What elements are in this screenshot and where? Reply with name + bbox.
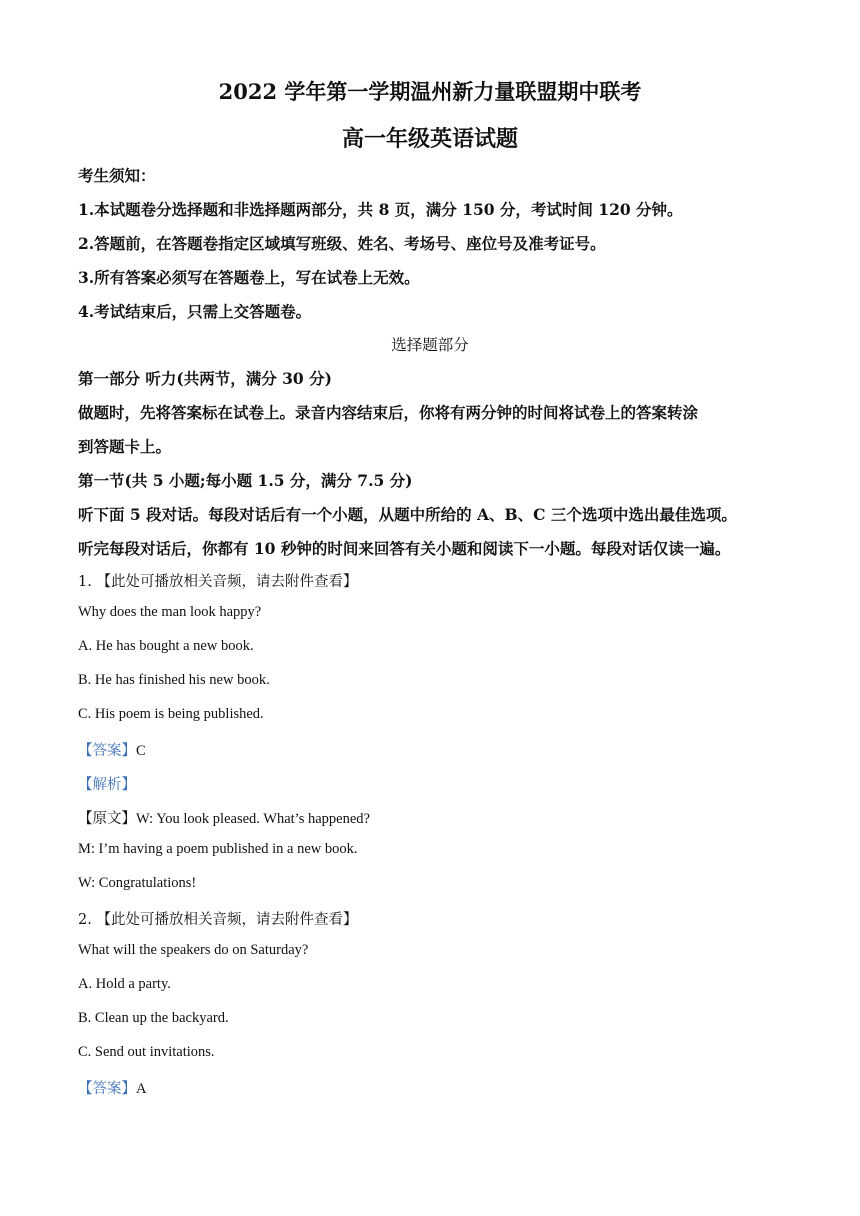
sub-instruction-line2: 听完每段对话后，你都有 10 秒钟的时间来回答有关小题和阅读下一小题。每段对话仅读一遍。 (78, 539, 731, 558)
notice-item-4: 4.考试结束后，只需上交答题卷。 (78, 302, 312, 321)
answer-tag: 【答案】 (78, 743, 136, 759)
part1-instruction-line1: 做题时，先将答案标在试卷上。录音内容结束后，你将有两分钟的时间将试卷上的答案转涂 (78, 403, 699, 422)
option-c: C. His poem is being published. (78, 706, 264, 722)
question-2-text: What will the speakers do on Saturday? (78, 942, 309, 958)
sub-instruction-line1: 听下面 5 段对话。每段对话后有一个小题，从题中所给的 A、B、C 三个选项中选出最佳选项。 (78, 505, 737, 524)
notice-heading: 考生须知： (78, 166, 156, 185)
notice-item-1: 1.本试题卷分选择题和非选择题两部分，共 8 页，满分 150 分，考试时间 120 分钟。 (78, 200, 683, 219)
audio-note: 【此处可播放相关音频，请去附件查看】 (96, 574, 358, 590)
transcript-line-3: W: Congratulations! (78, 875, 197, 891)
answer-value: C (136, 743, 146, 759)
section-title: 选择题部分 (391, 336, 469, 354)
audio-note: 【此处可播放相关音频，请去附件查看】 (96, 912, 358, 928)
notice-item-3: 3.所有答案必须写在答题卷上，写在试卷上无效。 (78, 268, 420, 287)
option-a: A. He has bought a new book. (78, 638, 254, 654)
option-a: A. Hold a party. (78, 976, 171, 992)
transcript-text: W: You look pleased. What’s happened? (136, 811, 370, 827)
answer-line-2 (78, 1077, 146, 1098)
answer-value: A (136, 1081, 147, 1097)
exam-subtitle: 高一年级英语试题 (341, 126, 518, 152)
question-number: 1. (78, 574, 92, 590)
exam-title: 2022 学年第一学期温州新力量联盟期中联考 (218, 79, 642, 104)
part1-instruction-line2: 到答题卡上。 (78, 437, 172, 456)
transcript-line-2: M: I’m having a poem published in a new book. (78, 841, 358, 857)
subsection-heading: 第一节(共 5 小题;每小题 1.5 分，满分 7.5 分) (78, 471, 413, 490)
answer-tag: 【答案】 (78, 1081, 136, 1097)
question-number: 2. (78, 912, 92, 928)
option-b: B. He has finished his new book. (78, 672, 270, 688)
option-c: C. Send out invitations. (78, 1044, 215, 1060)
notice-item-2: 2.答题前，在答题卷指定区域填写班级、姓名、考场号、座位号及准考证号。 (78, 234, 606, 253)
question-1-header (78, 570, 357, 591)
option-b: B. Clean up the backyard. (78, 1010, 229, 1026)
part1-heading: 第一部分 听力(共两节，满分 30 分) (78, 369, 332, 388)
analysis-tag: 【解析】 (78, 777, 136, 793)
question-2-header (78, 908, 357, 929)
transcript-tag: 【原文】 (78, 811, 136, 827)
answer-line-1 (78, 739, 146, 760)
question-1-text: Why does the man look happy? (78, 604, 262, 620)
transcript-line-1 (78, 807, 370, 828)
